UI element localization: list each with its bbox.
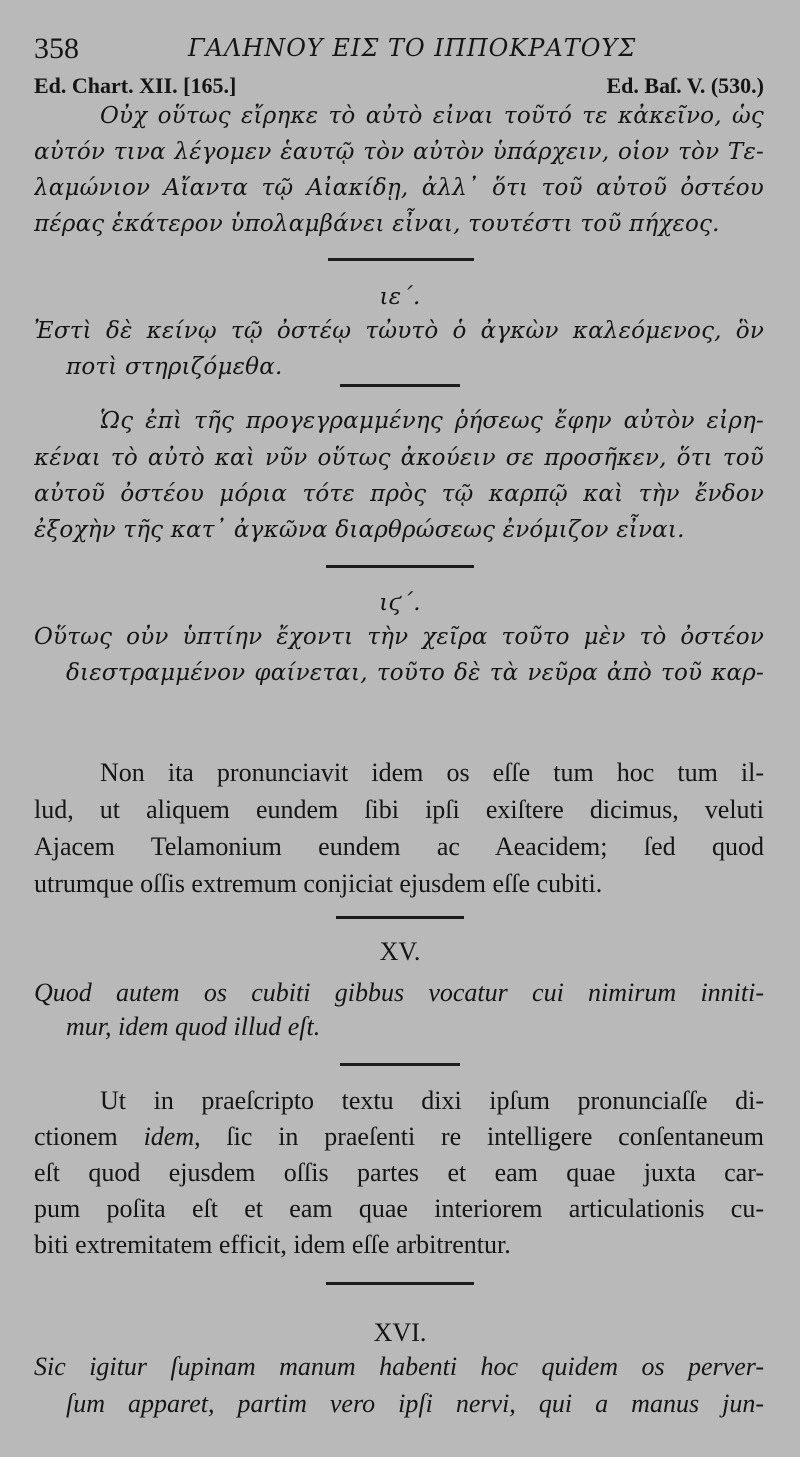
latin-section-number: XV. (379, 937, 421, 966)
latin-commentary-line: eſt quod ejusdem oſſis partes et eam quae juxta car- (34, 1158, 764, 1187)
latin-section-number: XVI. (373, 1318, 427, 1347)
greek-text-line: Οὕτως οὖν ὑπτίην ἔχοντι τὴν χεῖρα τοῦτο μὲν τὸ ὀστέον (34, 624, 764, 650)
greek-text-line: διεστραμμένον φαίνεται, τοῦτο δὲ τὰ νεῦρα ἀπὸ τοῦ καρ- (66, 660, 764, 686)
greek-section-number: ιϛ΄. (379, 590, 421, 616)
latin-commentary-text: ctionem idem, ſic in praeſenti re intelligere conſentaneum (34, 1122, 764, 1151)
latin-commentary-line: pum poſita eſt et eam quae interiorem articulationis cu- (34, 1194, 764, 1223)
section-divider (326, 565, 474, 568)
edition-basel-reference: Ed. Baſ. V. (530.) (606, 73, 764, 98)
latin-commentary-line: Non ita pronunciavit idem os eſſe tum hoc tum il- (100, 758, 764, 787)
greek-commentary-line: ἐξοχὴν τῆς κατ᾽ ἀγκῶνα διαρθρώσεως ἐνόμιζον εἶναι. (34, 517, 685, 543)
greek-section-number: ιε΄. (379, 284, 421, 310)
latin-text-line: ſum apparet, partim vero ipſi nervi, qui a manus jun- (66, 1389, 764, 1418)
page-number: 358 (34, 32, 79, 65)
latin-text-line: Sic igitur ſupinam manum habenti hoc quidem os perver- (34, 1352, 764, 1381)
section-divider (328, 258, 474, 261)
latin-commentary-line: lud, ut aliquem eundem ſibi ipſi exiſtere dicimus, veluti (34, 795, 764, 824)
latin-commentary-line (34, 1122, 764, 1152)
edition-chart-reference: Ed. Chart. XII. [165.] (34, 73, 237, 98)
greek-commentary-line: αὐτοῦ ὀστέου μόρια τότε πρὸς τῷ καρπῷ καὶ τὴν ἔνδον (34, 481, 764, 507)
greek-text-line: ποτὶ στηριζόμεθα. (66, 354, 283, 380)
greek-commentary-line: λαμώνιον Αἴαντα τῷ Αἰακίδῃ, ἀλλ᾽ ὅτι τοῦ αὐτοῦ ὀστέου (34, 175, 764, 201)
running-title: ΓΑΛΗΝΟΥ ΕΙΣ ΤΟ ΙΠΠΟΚΡΑΤΟΥΣ (188, 34, 637, 62)
greek-commentary-line: αὐτόν τινα λέγομεν ἑαυτῷ τὸν αὐτὸν ὑπάρχειν, οἷον τὸν Τε- (34, 139, 764, 165)
greek-commentary-line: Ὡς ἐπὶ τῆς προγεγραμμένης ῥήσεως ἔφην αὐτὸν εἰρη- (100, 408, 764, 434)
greek-commentary-line: Οὐχ οὕτως εἴρηκε τὸ αὐτὸ εἶναι τοῦτό τε κἀκεῖνο, ὡς (100, 103, 764, 129)
latin-commentary-line: Ajacem Telamonium eundem ac Aeacidem; ſed quod (34, 832, 764, 861)
latin-text-line: Quod autem os cubiti gibbus vocatur cui nimirum inniti- (34, 978, 764, 1007)
latin-commentary-line: Ut in praeſcripto textu dixi ipſum pronunciaſſe di- (100, 1086, 764, 1115)
greek-commentary-line: πέρας ἑκάτερον ὑπολαμβάνει εἶναι, τουτέστι τοῦ πήχεος. (34, 211, 720, 237)
section-divider (336, 916, 464, 919)
latin-text-line: mur, idem quod illud eſt. (66, 1012, 321, 1041)
greek-text-line: Ἐστὶ δὲ κείνῳ τῷ ὀστέῳ τὠυτὸ ὁ ἀγκὼν καλεόμενος, ὃν (34, 318, 764, 344)
latin-commentary-line: utrumque oſſis extremum conjiciat ejusdem eſſe cubiti. (34, 869, 603, 898)
latin-commentary-line: biti extremitatem efficit, idem eſſe arbitrentur. (34, 1230, 511, 1259)
section-divider (340, 1063, 460, 1066)
emphasized-word: idem (143, 1122, 195, 1151)
section-divider (326, 1282, 474, 1285)
greek-commentary-line: κέναι τὸ αὐτὸ καὶ νῦν οὕτως ἀκούειν σε προσῆκεν, ὅτι τοῦ (34, 445, 764, 471)
section-divider (340, 384, 460, 387)
